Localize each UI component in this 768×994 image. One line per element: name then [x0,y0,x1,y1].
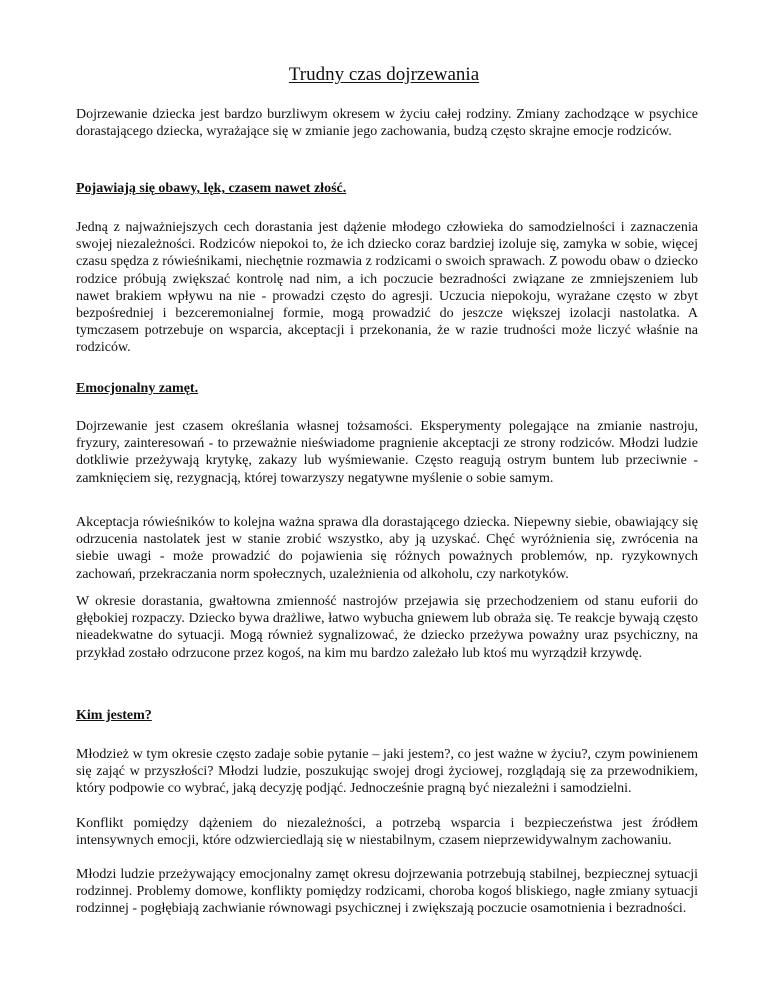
section-paragraph: Młodzi ludzie przeżywający emocjonalny zamęt okresu dojrzewania potrzebują stabilnej, bezpiecznej sytuacji rodzinnej. Problemy domowe, konflikty pomiędzy rodzicami, choroba kogoś bliskiego, nagłe zmiany sytuacji rodzinnej - pogłębiają zachwianie równowagi psychicznej i zwiększają poczucie osamotnienia i bezradności. [76,867,698,917]
section-heading-who-am-i: Kim jestem? [76,708,152,723]
section-paragraph: Młodzież w tym okresie często zadaje sobie pytanie – jaki jestem?, co jest ważne w życiu?, czym powinienem się zająć w przyszłości? Młodzi ludzie, poszukując swojej drogi życiowej, rozglądają się za przewodnikiem, który podpowie co wybrać, jaką decyzję podjąć. Jednocześnie pragną być niezależni i samodzielni. [76,747,698,797]
section-paragraph: Dojrzewanie jest czasem określania własnej tożsamości. Eksperymenty polegające na zmianie nastroju, fryzury, zainteresowań - to przeważnie nieświadome pragnienie akceptacji ze strony rodziców. Młodzi ludzie dotkliwie przeżywają krytykę, zakazy lub wyśmiewanie. Często reagują ostrym buntem lub przeciwnie - zamknięciem się, rezygnacją, której towarzyszy negatywne myślenie o sobie samym. [76,419,698,486]
section-paragraph: W okresie dorastania, gwałtowna zmienność nastrojów przejawia się przechodzeniem od stanu euforii do głębokiej rozpaczy. Dziecko bywa drażliwe, łatwo wybucha gniewem lub obraża się. Te reakcje bywają często nieadekwatne do sytuacji. Mogą również sygnalizować, że dziecko przeżywa poważny uraz psychiczny, na przykład zostało odrzucone przez kogoś, na kim mu bardzo zależało lub ktoś mu wyrządził krzywdę. [76,594,698,661]
section-heading-emotional-turmoil: Emocjonalny zamęt. [76,381,199,396]
section-paragraph: Akceptacja rówieśników to kolejna ważna sprawa dla dorastającego dziecka. Niepewny siebie, obawiający się odrzucenia nastolatek jest w stanie zrobić wszystko, aby ją uzyskać. Chęć wyróżnienia się, zwrócenia na siebie uwagi - może prowadzić do pojawienia się różnych poważnych problemów, np. ryzykownych zachowań, przekraczania norm społecznych, uzależnienia od alkoholu, czy narkotyków. [76,515,698,582]
section-paragraph: Jedną z najważniejszych cech dorastania jest dążenie młodego człowieka do samodzielności i zaznaczenia swojej niezależności. Rodziców niepokoi to, że ich dziecko coraz bardziej izoluje się, zamyka w sobie, więcej czasu spędza z rówieśnikami, niechętnie rozmawia z rodzicami o swoich sprawach. Z powodu obaw o dziecko rodzice próbują zwiększać kontrolę nad nim, a ich poczucie bezradności związane ze zmniejszeniem lub nawet brakiem wpływu na nie - prowadzi często do agresji. Uczucia niepokoju, wyrażane często w zbyt bezpośredniej i bezceremonialnej formie, mogą prowadzić do jeszcze większej izolacji nastolatka. A tymczasem potrzebuje on wsparcia, akceptacji i przekonania, że w razie trudności może liczyć właśnie na rodziców. [76,220,698,356]
section-paragraph: Konflikt pomiędzy dążeniem do niezależności, a potrzebą wsparcia i bezpieczeństwa jest źródłem intensywnych emocji, które odzwierciedlają się w niestabilnym, czasem nieprzewidywalnym zachowaniu. [76,816,698,849]
page-title: Trudny czas dojrzewania [288,64,480,85]
intro-paragraph: Dojrzewanie dziecka jest bardzo burzliwym okresem w życiu całej rodziny. Zmiany zachodzące w psychice dorastającego dziecka, wyrażające się w zmianie jego zachowania, budzą często skrajne emocje rodziców. [76,107,698,140]
section-heading-fears: Pojawiają się obawy, lęk, czasem nawet złość. [76,181,347,196]
